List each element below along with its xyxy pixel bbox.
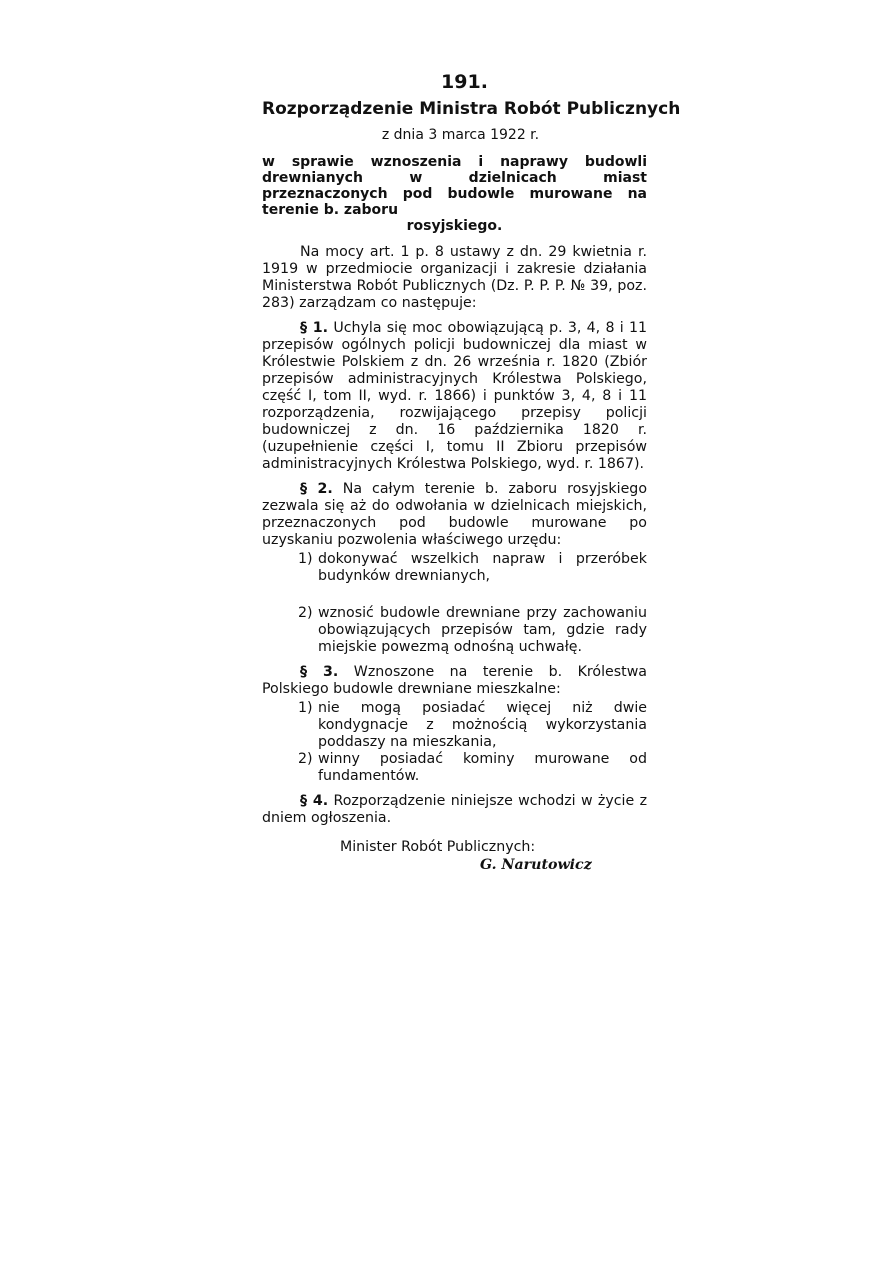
document-date: z dnia 3 marca 1922 r. — [381, 127, 540, 143]
section-3-text: Wznoszone na terenie b. Królestwa Polskiego budowle drewniane mieszkalne: — [262, 664, 648, 697]
section-1-text: Uchyla się moc obowiązującą p. 3, 4, 8 i 11 przepisów ogólnych policji budowniczej dla miast w Królestwie Polskiem z dn. 26 września r. 1820 (Zbiór przepisów administracyjnych Królestwa Polskiego, część I, tom II, wyd. r. 1866) i punktów 3, 4, 8 i 11 rozporządzenia, rozwijającego przepisy policji budowniczej z dn. 16 października 1820 r. (uzupełnienie części I, tomu II Zbioru przepisów administracyjnych Królestwa Polskiego, wyd. r. 1867). — [262, 320, 647, 472]
list-item — [262, 751, 647, 785]
subject-last-line: rosyjskiego. — [406, 218, 503, 234]
list-item — [262, 551, 647, 585]
document-page — [262, 70, 681, 874]
section-4-label: § 4. — [300, 793, 329, 809]
list-item — [262, 700, 647, 751]
list-item-text: nie mogą posiadać więcej niż dwie kondygnacje z możnością wykorzystania poddaszy na mieszkania, — [318, 700, 647, 750]
document-subject — [262, 154, 647, 234]
list-item-text: wznosić budowle drewniane przy zachowaniu obowiązujących przepisów tam, gdzie rady miejskie powezmą odnośną uchwałę. — [318, 605, 647, 655]
section-2 — [262, 481, 647, 549]
section-3 — [262, 664, 647, 698]
list-item-text: winny posiadać kominy murowane od fundamentów. — [318, 751, 647, 784]
list-item-number: 2) — [298, 751, 313, 767]
list-item-number: 1) — [298, 700, 313, 716]
list-item-number: 1) — [298, 551, 313, 567]
section-2-text: Na całym terenie b. zaboru rosyjskiego zezwala się aż do odwołania w dzielnicach miejskich, przeznaczonych pod budowle murowane po uzyskaniu pozwolenia właściwego urzędu: — [262, 481, 647, 548]
signature-label: Minister Robót Publicznych: — [340, 839, 536, 855]
list-item-text: dokonywać wszelkich napraw i przeróbek budynków drewnianych, — [318, 551, 647, 584]
section-1 — [262, 320, 647, 473]
section-3-list — [262, 700, 647, 785]
section-3-label: § 3. — [300, 664, 339, 680]
document-title: Rozporządzenie Ministra Robót Publicznych — [262, 99, 681, 119]
list-item-number: 2) — [298, 605, 313, 621]
subject-main: w sprawie wznoszenia i naprawy budowli drewnianych w dzielnicach miast przeznaczonych pod budowle murowane na terenie b. zaboru — [262, 154, 647, 218]
section-4-text: Rozporządzenie niniejsze wchodzi w życie z dniem ogłoszenia. — [262, 793, 648, 826]
section-2-list — [262, 551, 647, 656]
section-1-label: § 1. — [300, 320, 329, 336]
document-number: 191. — [441, 71, 488, 93]
list-item — [262, 605, 647, 656]
signature-name: G. Narutowicz — [480, 857, 592, 873]
section-4 — [262, 793, 647, 827]
section-2-label: § 2. — [300, 481, 333, 497]
preamble: Na mocy art. 1 p. 8 ustawy z dn. 29 kwietnia r. 1919 w przedmiocie organizacji i zakresie działania Ministerstwa Robót Publicznych (Dz. P. P. P. № 39, poz. 283) zarządzam co następuje: — [262, 244, 647, 311]
